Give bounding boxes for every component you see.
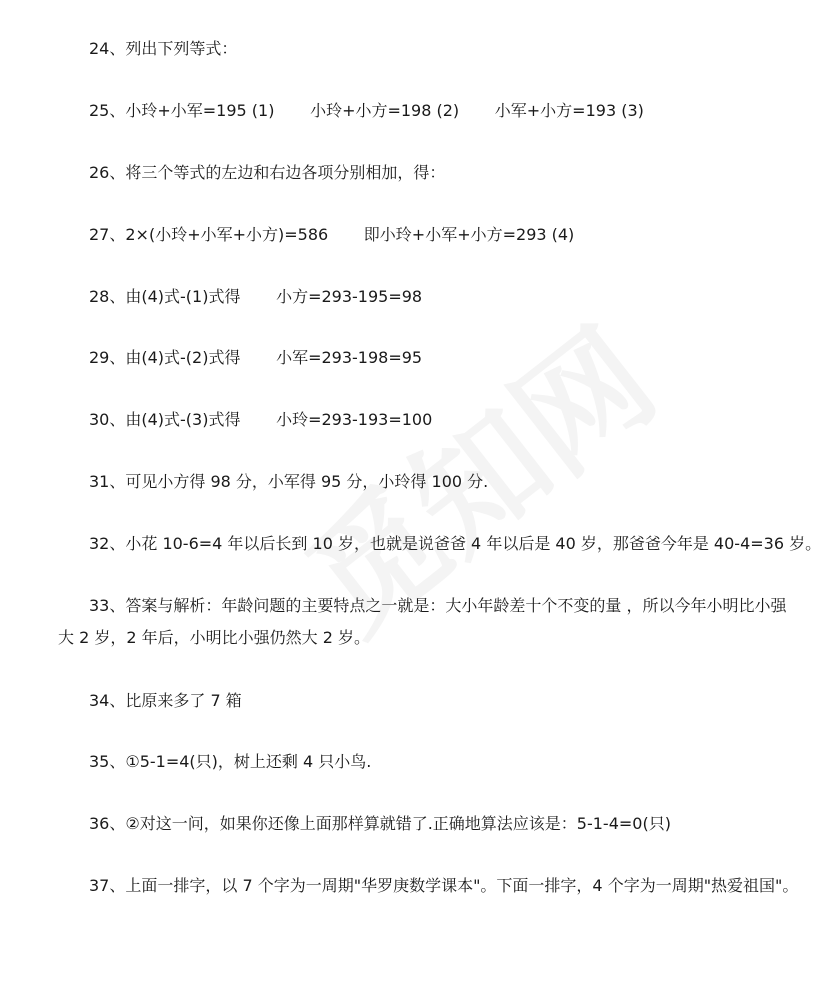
answer-line-29: 29、由(4)式-(2)式得 小军=293-198=95 [89,348,423,367]
answer-line-34: 34、比原来多了 7 箱 [89,691,242,710]
answer-33-line-2: 大 2 岁，2 年后，小明比小强仍然大 2 岁。 [58,628,370,647]
answer-line-36: 36、②对这一问，如果你还像上面那样算就错了.正确地算法应该是：5-1-4=0(只) [89,814,671,833]
answer-line-26: 26、将三个等式的左边和右边各项分别相加，得： [89,163,446,182]
answer-paragraph-33 [58,595,798,649]
answer-line-25: 25、小玲+小军=195 (1) 小玲+小方=198 (2) 小军+小方=193 (3) [89,101,644,120]
answer-line-31: 31、可见小方得 98 分，小军得 95 分，小玲得 100 分. [89,472,489,491]
answer-33-line-1: 33、答案与解析：年龄问题的主要特点之一就是：大小年龄差十个不变的量 ，所以今年小明比小强 [89,596,787,615]
answer-line-28: 28、由(4)式-(1)式得 小方=293-195=98 [89,287,423,306]
answer-line-27: 27、2×(小玲+小军+小方)=586 即小玲+小军+小方=293 (4) [89,225,575,244]
answer-line-37: 37、上面一排字，以 7 个字为一周期"华罗庚数学课本"。下面一排字，4 个字为一周期"热爱祖国"。 [89,876,799,895]
answer-line-35: 35、①5-1=4(只)，树上还剩 4 只小鸟. [89,752,372,771]
answer-line-30: 30、由(4)式-(3)式得 小玲=293-193=100 [89,410,433,429]
answer-line-32: 32、小花 10-6=4 年以后长到 10 岁，也就是说爸爸 4 年以后是 40 岁，那爸爸今年是 40-4=36 岁。 [89,534,822,553]
answer-line-24: 24、列出下列等式： [89,39,238,58]
